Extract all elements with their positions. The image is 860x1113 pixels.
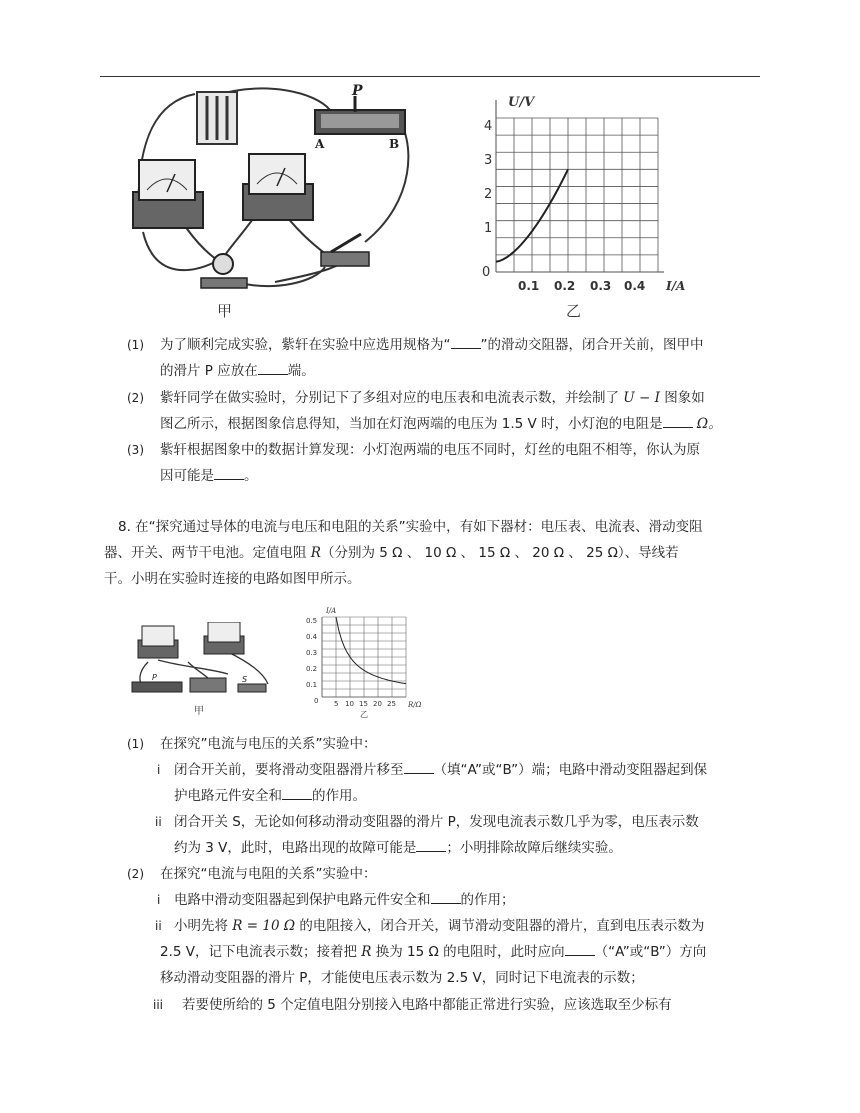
q8-2-i-number: i: [157, 893, 161, 907]
g2-x-tick-15: 15: [359, 700, 368, 708]
circuit2-label-p: P: [152, 673, 157, 682]
g2-y-tick-03: 0.3: [306, 649, 318, 657]
g2-y-axis-label: I/A: [326, 607, 337, 615]
q8-part-1-title: 在探究”电流与电压的关系”实验中：: [160, 736, 377, 752]
q8-2-ii-line-1: 小明先将 R = 10 Ω 的电阻接入，闭合开关，调节滑动变阻器的滑片，直到电压表示数为: [174, 918, 705, 934]
slider-label-p: P: [352, 83, 363, 99]
q8-1-ii-line-1: 闭合开关 S，无论如何移动滑动变阻器的滑片 P，发现电流表示数几乎为零，电压表示数: [174, 814, 699, 830]
x-axis-label: I/A: [666, 279, 686, 293]
q8-part-2-number: (2): [127, 867, 144, 881]
g2-y-tick-05: 0.5: [306, 617, 318, 625]
q7-part-3-number: (3): [127, 443, 144, 457]
q8-2-i-line-1: 电路中滑动变阻器起到保护电路元件安全和 的作用；: [174, 887, 515, 913]
figure-caption-yi-2: 乙: [360, 710, 368, 719]
g2-x-tick-10: 10: [345, 700, 354, 708]
ir-graph: [300, 605, 440, 721]
x-tick-4: 0.4: [624, 279, 646, 293]
q8-1-i-number: i: [157, 763, 161, 777]
q8-1-ii-number: ii: [155, 815, 162, 829]
q8-2-ii-line-2: 2.5 V，记下电流表示数；接着把 R 换为 15 Ω 的电阻时，此时应向 （“A”或“B”）方向: [160, 939, 706, 965]
q7-part-1-line-2: 的滑片 P 应放在 端。: [160, 358, 315, 384]
terminal-label-a: A: [315, 137, 325, 151]
q7-part-3-line-2: 因可能是 。: [160, 463, 258, 489]
g2-y-tick-04: 0.4: [306, 633, 318, 641]
q8-1-i-line-1: 闭合开关前，要将滑动变阻器滑片移至 （填“A”或“B”）端；电路中滑动变阻器起到保: [174, 757, 707, 783]
q7-part-1-number: (1): [127, 338, 144, 352]
q8-2-ii-number: ii: [155, 919, 162, 933]
figure-caption-yi-1: 乙: [566, 302, 582, 320]
y-tick-3: 3: [484, 153, 493, 168]
g2-y-tick-0: 0: [314, 697, 319, 705]
q8-line-3: 干。小明在实验时连接的电路如图甲所示。: [104, 571, 361, 587]
q7-part-2-line-1: 紫轩同学在做实验时，分别记下了多组对应的电压表和电流表示数，并绘制了 U − I 图象如: [160, 390, 705, 406]
circuit-diagram-2: [128, 622, 278, 718]
y-tick-4: 4: [484, 119, 493, 134]
g2-x-tick-5: 5: [334, 700, 339, 708]
x-tick-3: 0.3: [590, 279, 612, 293]
y-tick-2: 2: [484, 187, 493, 202]
x-tick-1: 0.1: [518, 279, 540, 293]
header-rule: [100, 76, 760, 77]
ui-graph: [478, 90, 698, 322]
g2-x-tick-20: 20: [373, 700, 382, 708]
q8-part-1-number: (1): [127, 737, 144, 751]
q7-part-1-line-1: 为了顺利完成实验，紫轩在实验中应选用规格为“ ”的滑动交阻器，闭合开关前，图甲中: [160, 332, 704, 358]
q7-part-2-line-2: 图乙所示，根据图象信息得知，当加在灯泡两端的电压为 1.5 V 时，小灯泡的电阻是 Ω。: [160, 411, 722, 437]
q7-part-2-number: (2): [127, 391, 144, 405]
g2-x-axis-label: R/Ω: [408, 701, 422, 709]
figure-caption-jia-2: 甲: [194, 706, 204, 717]
g2-y-tick-02: 0.2: [306, 665, 318, 673]
y-tick-1: 1: [484, 221, 493, 236]
q8-2-iii-line-1: 若要使所给的 5 个定值电阻分别接入电路中都能正常进行实验，应该选取至少标有: [182, 997, 672, 1013]
q8-2-iii-number: iii: [153, 998, 164, 1012]
figure-caption-jia-1: 甲: [217, 302, 233, 320]
q8-1-ii-line-2: 约为 3 V，此时，电路出现的故障可能是 ；小明排除故障后继续实验。: [174, 835, 622, 861]
q8-1-i-line-2: 护电路元件安全和 的作用。: [174, 783, 366, 809]
circuit-diagram-1: [125, 82, 425, 322]
y-axis-label: U/V: [508, 95, 535, 110]
g2-y-tick-01: 0.1: [306, 681, 318, 689]
q7-part-3-line-1: 紫轩根据图象中的数据计算发现：小灯泡两端的电压不同时，灯丝的电阻不相等，你认为原: [160, 442, 700, 458]
circuit2-label-s: S: [242, 675, 248, 684]
q8-line-2: 器、开关、两节干电池。定值电阻 R（分别为 5 Ω 、 10 Ω 、 15 Ω 、 20 Ω 、 25 Ω）、导线若: [104, 545, 679, 561]
x-tick-2: 0.2: [554, 279, 576, 293]
terminal-label-b: B: [389, 137, 400, 151]
q8-line-1: 8. 在“探究通过导体的电流与电压和电阻的关系”实验中，有如下器材：电压表、电流表、滑动变阻: [118, 519, 703, 535]
g2-x-tick-25: 25: [387, 700, 396, 708]
y-tick-0: 0: [482, 265, 491, 280]
q8-part-2-title: 在探究“电流与电阻的关系”实验中：: [160, 866, 377, 882]
q8-2-ii-line-3: 移动滑动变阻器的滑片 P，才能使电压表示数为 2.5 V，同时记下电流表的示数；: [160, 970, 644, 986]
